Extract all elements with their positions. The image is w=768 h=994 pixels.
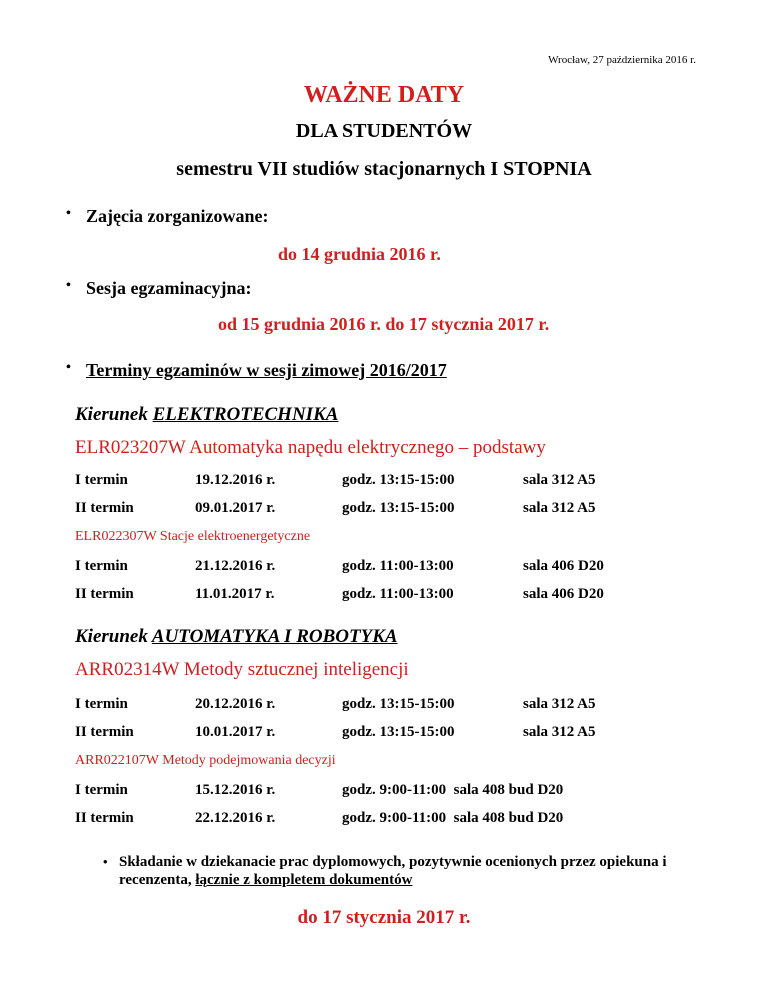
table-row: I termin 20.12.2016 r. godz. 13:15-15:00 sala 312 A5 <box>75 696 596 712</box>
course-title: ELR022307W Stacje elektroenergetyczne <box>75 529 311 544</box>
course-title: ELR023207W Automatyka napędu elektrycznego – podstawy <box>75 437 546 458</box>
bullet-terminy <box>86 360 447 381</box>
bullet-zajecia-label: Zajęcia zorganizowane: <box>86 206 269 226</box>
bullet-sesja <box>86 278 251 299</box>
place-date: Wrocław, 27 października 2016 r. <box>548 54 696 66</box>
course-title: ARR022107W Metody podejmowania decyzji <box>75 753 336 768</box>
subtitle-students: DLA STUDENTÓW <box>295 120 473 142</box>
kierunek-prefix: Kierunek <box>75 404 148 425</box>
kierunek-elektrotechnika <box>75 404 338 426</box>
table-row: II termin 22.12.2016 r. godz. 9:00-11:00 sala 408 bud D20 <box>75 810 564 826</box>
table-row: II termin 11.01.2017 r. godz. 11:00-13:00 sala 406 D20 <box>75 586 604 602</box>
kierunek-name: ELEKTROTECHNIKA <box>152 404 339 425</box>
sesja-date: od 15 grudnia 2016 r. do 17 stycznia 2017 r. <box>218 314 550 334</box>
kierunek-name: AUTOMATYKA I ROBOTYKA <box>151 626 398 647</box>
course-title: ARR02314W Metody sztucznej inteligencji <box>75 659 409 680</box>
table-row: I termin 19.12.2016 r. godz. 13:15-15:00 sala 312 A5 <box>75 472 596 488</box>
subtitle-semester: semestru VII studiów stacjonarnych I STOPNIA <box>176 158 592 180</box>
bullet-zajecia <box>86 206 268 227</box>
skladanie-text-underlined: łącznie z kompletem dokumentów <box>195 872 413 888</box>
kierunek-automatyka <box>75 626 398 648</box>
bullet-dot-icon <box>66 206 71 222</box>
skladanie-date: do 17 stycznia 2017 r. <box>297 907 471 928</box>
page-title: WAŻNE DATY <box>303 82 465 108</box>
bullet-terminy-label: Terminy egzaminów w sesji zimowej 2016/2017 <box>86 360 447 380</box>
table-row: I termin 21.12.2016 r. godz. 11:00-13:00 sala 406 D20 <box>75 558 604 574</box>
zajecia-date: do 14 grudnia 2016 r. <box>278 244 441 264</box>
table-row: II termin 09.01.2017 r. godz. 13:15-15:00 sala 312 A5 <box>75 500 596 516</box>
table-row: I termin 15.12.2016 r. godz. 9:00-11:00 sala 408 bud D20 <box>75 782 564 798</box>
skladanie-text: Składanie w dziekanacie prac dyplomowych, pozytywnie ocenionych przez opiekuna i recenzenta, <box>119 854 667 888</box>
bullet-sesja-label: Sesja egzaminacyjna: <box>86 278 252 298</box>
bullet-dot-icon <box>103 853 108 871</box>
bullet-dot-icon <box>66 278 71 294</box>
bullet-dot-icon <box>66 360 71 376</box>
bullet-skladanie <box>119 853 709 889</box>
kierunek-prefix: Kierunek <box>75 626 148 647</box>
table-row: II termin 10.01.2017 r. godz. 13:15-15:00 sala 312 A5 <box>75 724 596 740</box>
